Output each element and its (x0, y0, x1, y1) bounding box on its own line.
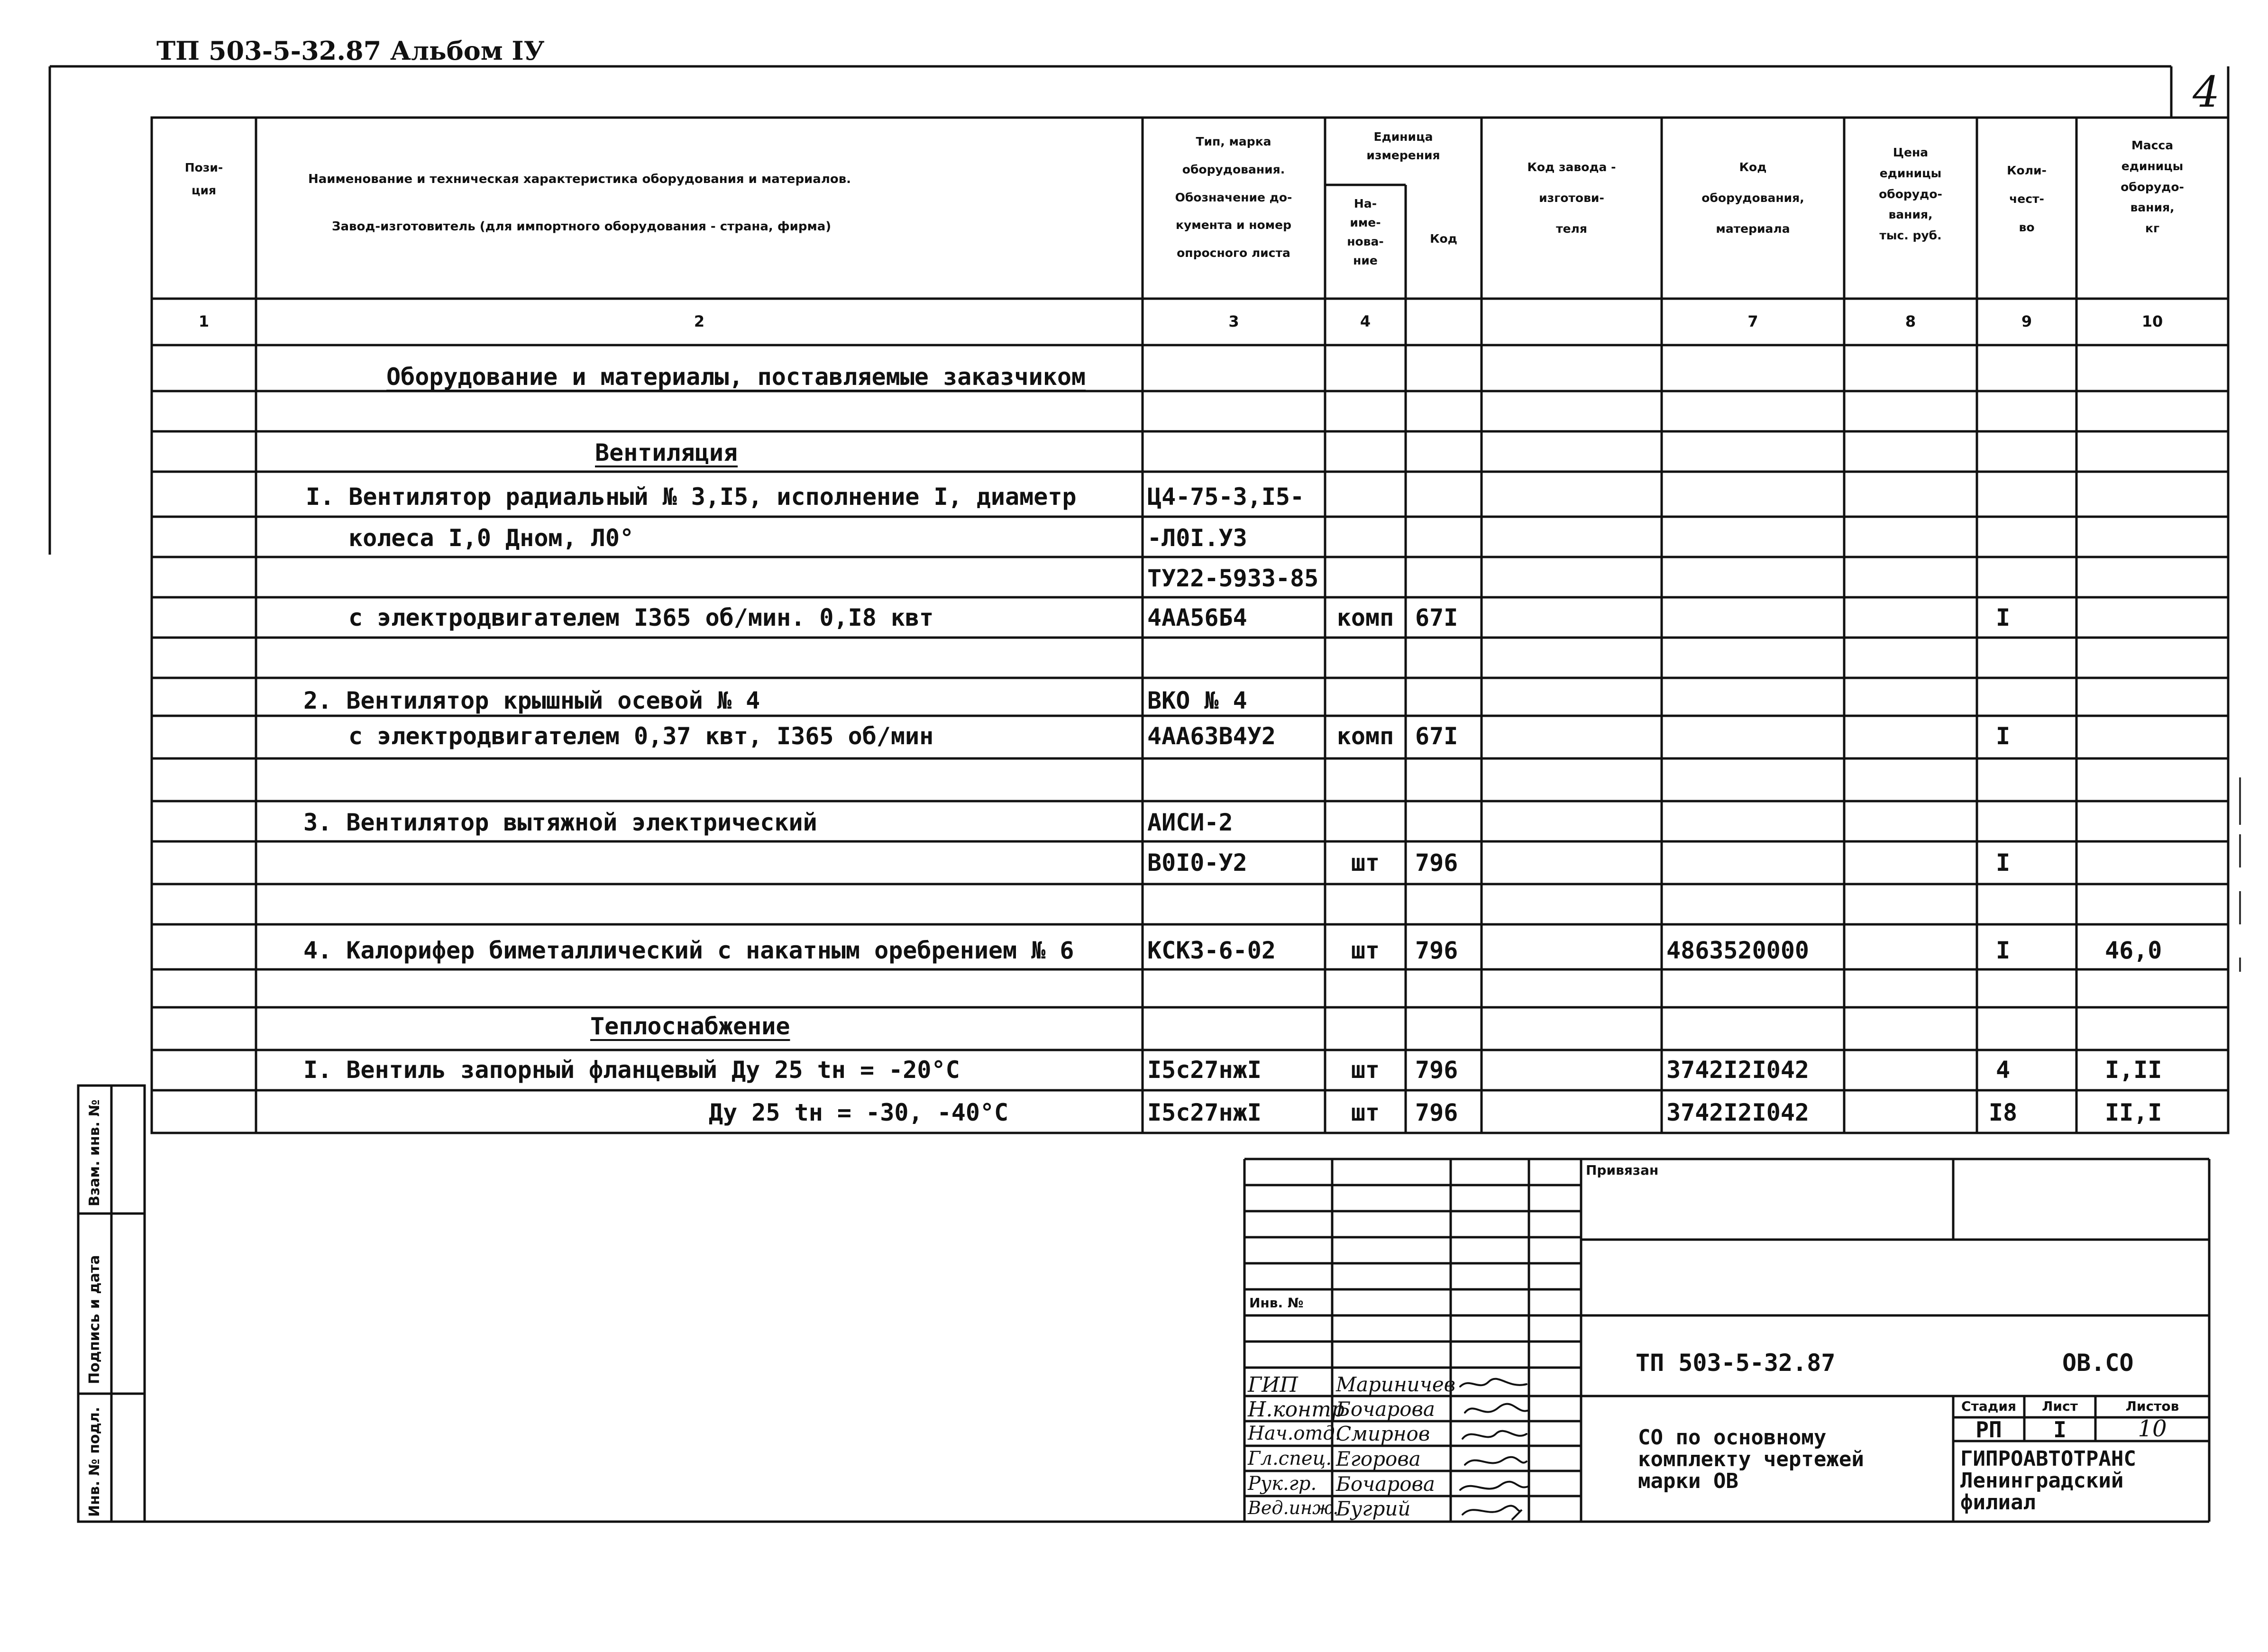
row10-mass: I,II (2105, 1056, 2162, 1084)
header-unit-name: На- име- нова- ние (1347, 197, 1384, 267)
row11-mass: II,I (2105, 1099, 2162, 1126)
stamp-name-2: Бочарова (1336, 1397, 1435, 1421)
row1-name: I. Вентилятор радиальный № 3,I5, исполнение I, диаметр (306, 483, 1077, 511)
header-unit-code: Код (1430, 232, 1457, 246)
header-name-b: Завод-изготовитель (для импортного оборудования - страна, фирма) (332, 219, 832, 234)
row1-type: Ц4-75-3,I5- (1147, 483, 1305, 511)
row8-type: В0I0-У2 (1147, 849, 1247, 876)
col-number-9: 9 (2021, 312, 2032, 330)
stamp-name-5: Бочарова (1336, 1472, 1435, 1496)
stamp-attached-label: Привязан (1586, 1162, 1659, 1178)
row9-type: КСК3-6-02 (1147, 937, 1276, 964)
stamp-organization: ГИПРОАВТОТРАНС Ленинградский филиал (1960, 1447, 2136, 1515)
side-replacement-inv: Взам. инв. № (86, 1099, 103, 1206)
row11-type: I5с27нжI (1147, 1099, 1262, 1126)
row6-unit: комп (1336, 722, 1394, 750)
row9-qty: I (1995, 937, 2011, 964)
header-name-a: Наименование и техническая характеристика оборудования и материалов. (308, 172, 851, 186)
col-number-1: 1 (198, 312, 210, 330)
row9-unit: шт (1351, 937, 1380, 964)
stamp-role-dept-head: Нач.отд. (1248, 1423, 1341, 1444)
stamp-name-1: Мариничев (1336, 1373, 1456, 1396)
row10-unit-code: 796 (1415, 1056, 1458, 1084)
row10-equipment-code: 3742I2I042 (1666, 1056, 1810, 1084)
row11-qty: I8 (1988, 1099, 2018, 1126)
stamp-role-gip: ГИП (1248, 1373, 1298, 1397)
row2-name: колеса I,0 Дном, Л0° (348, 524, 634, 552)
stamp-role-group-lead: Рук.гр. (1248, 1473, 1317, 1495)
side-signature-date: Подпись и дата (86, 1255, 103, 1384)
row10-type: I5с27нжI (1147, 1056, 1262, 1084)
row9-name: 4. Калорифер биметаллический с накатным оребрением № 6 (303, 937, 1074, 964)
col-number-10: 10 (2141, 312, 2163, 330)
header-position: Пози- ция (184, 161, 223, 197)
row4-unit: комп (1336, 604, 1394, 631)
stamp-name-4: Егорова (1336, 1447, 1421, 1470)
stamp-name-6: Бугрий (1336, 1497, 1411, 1520)
stamp-stage-label: Стадия (1961, 1398, 2016, 1414)
stamp-role-normcontrol: Н.контр (1248, 1397, 1344, 1422)
stamp-sheet: I (2053, 1417, 2067, 1442)
col-number-2: 2 (694, 312, 705, 330)
header-price: Цена единицы оборудо- вания, тыс. руб. (1879, 146, 1942, 242)
header-factory-code: Код завода - изготови- теля (1527, 160, 1616, 236)
row11-equipment-code: 3742I2I042 (1666, 1099, 1810, 1126)
row3-type: ТУ22-5933-85 (1147, 565, 1319, 592)
header-type-mark: Тип, марка оборудования. Обозначение до- кумента и номер опросного листа (1175, 135, 1292, 260)
stamp-sheets-total: 10 (2138, 1415, 2167, 1442)
stamp-role-lead-eng: Вед.инж. (1248, 1497, 1339, 1518)
row4-type: 4АА56Б4 (1147, 604, 1247, 631)
header-equipment-code: Код оборудования, материала (1701, 160, 1804, 236)
header-quantity: Коли- чест- во (2007, 164, 2047, 234)
col-number-8: 8 (1905, 312, 1916, 330)
row9-mass: 46,0 (2105, 937, 2162, 964)
col-number-7: 7 (1747, 312, 1758, 330)
row8-unit-code: 796 (1415, 849, 1458, 876)
row2-type: -Л0I.У3 (1147, 524, 1247, 552)
stamp-mark: ОВ.СО (2062, 1349, 2134, 1377)
signature-scribbles (1451, 1368, 1534, 1522)
row10-unit: шт (1351, 1056, 1380, 1084)
row8-unit: шт (1351, 849, 1380, 876)
stamp-inv-no: Инв. № (1249, 1295, 1304, 1311)
stamp-document-title: СО по основному комплекту чертежей марки ОВ (1638, 1425, 1864, 1494)
stamp-sheet-label: Лист (2042, 1398, 2078, 1414)
row9-equipment-code: 4863520000 (1666, 937, 1810, 964)
row6-type: 4АА63В4У2 (1147, 722, 1276, 750)
header-mass: Масса единицы оборудо- вания, кг (2121, 138, 2184, 235)
sheet-number-corner: 4 (2193, 67, 2220, 117)
row11-name: Ду 25 tн = -30, -40°С (709, 1099, 1009, 1126)
stamp-role-chief-spec: Гл.спец. (1248, 1448, 1332, 1469)
section-heading-heat-supply: Теплоснабжение (590, 1013, 790, 1040)
row4-qty: I (1995, 604, 2011, 631)
col-number-4: 4 (1360, 312, 1371, 330)
row7-type: АИСИ-2 (1147, 809, 1233, 836)
stamp-sheets-label: Листов (2125, 1398, 2179, 1414)
row9-unit-code: 796 (1415, 937, 1458, 964)
row6-unit-code: 67I (1415, 722, 1458, 750)
stamp-stage: РП (1975, 1417, 2002, 1442)
row11-unit-code: 796 (1415, 1099, 1458, 1126)
col-number-3: 3 (1228, 312, 1239, 330)
row4-name: с электродвигателем I365 об/мин. 0,I8 квт (348, 604, 934, 631)
row6-name: с электродвигателем 0,37 квт, I365 об/мин (348, 722, 934, 750)
stamp-name-3: Смирнов (1336, 1422, 1430, 1445)
row5-name: 2. Вентилятор крышный осевой № 4 (303, 687, 760, 714)
row5-type: ВКО № 4 (1147, 687, 1247, 714)
header-unit: Единица измерения (1366, 130, 1440, 162)
section-heading-ventilation: Вентиляция (595, 439, 738, 466)
stamp-document-code: ТП 503-5-32.87 (1636, 1349, 1836, 1377)
row8-qty: I (1995, 849, 2011, 876)
row10-name: I. Вентиль запорный фланцевый Ду 25 tн = -20°С (303, 1056, 960, 1084)
row11-unit: шт (1351, 1099, 1380, 1126)
album-title: ТП 503-5-32.87 Альбом IУ (156, 36, 545, 66)
row7-name: 3. Вентилятор вытяжной электрический (303, 809, 817, 836)
row6-qty: I (1995, 722, 2011, 750)
row10-qty: 4 (1995, 1056, 2011, 1084)
side-inv-original: Инв. № подл. (86, 1406, 103, 1517)
section-heading-supplied: Оборудование и материалы, поставляемые заказчиком (386, 363, 1086, 391)
row4-unit-code: 67I (1415, 604, 1458, 631)
